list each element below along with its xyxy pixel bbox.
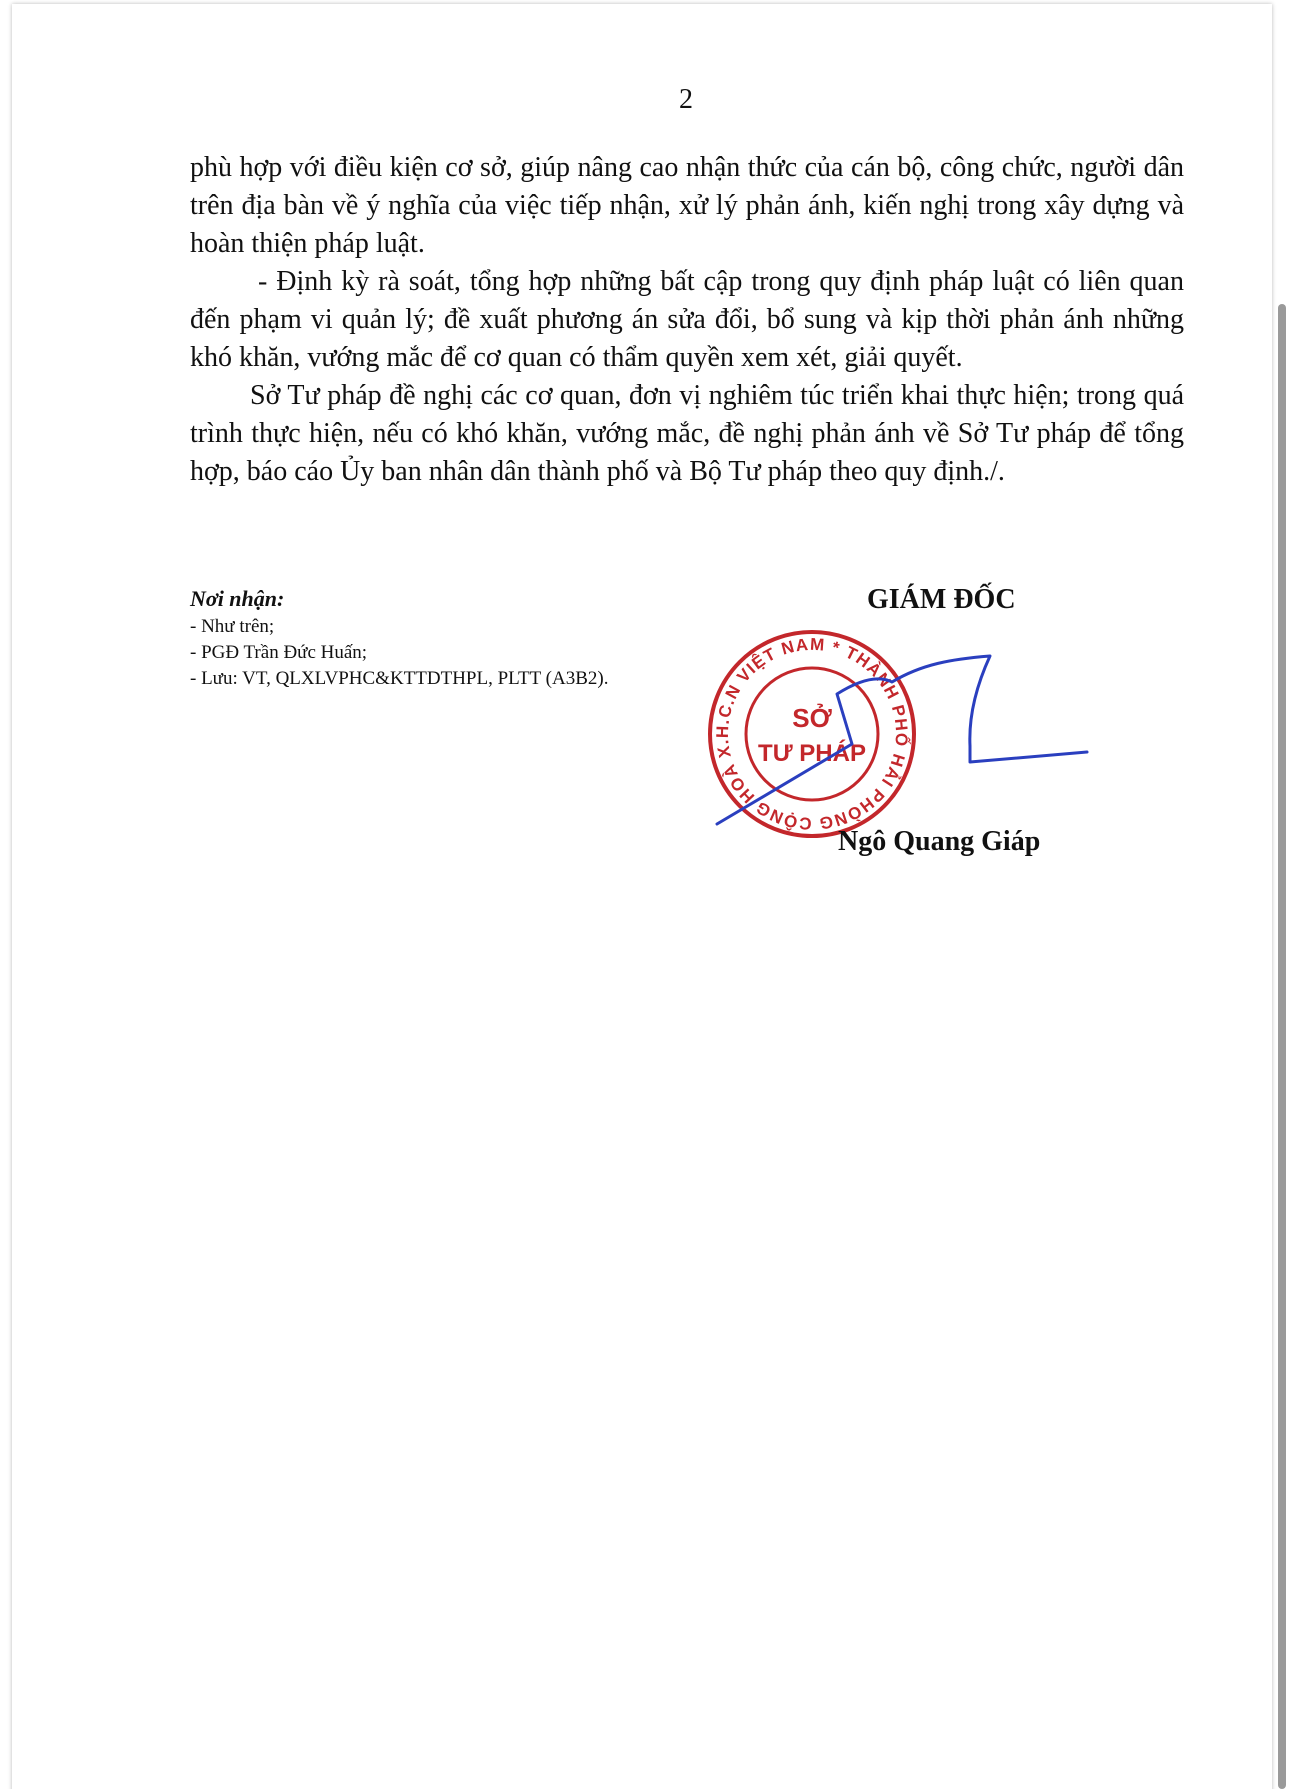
- recipients-title: Nơi nhận:: [190, 586, 285, 611]
- official-seal: [708, 619, 914, 836]
- recipients-block: [190, 584, 750, 692]
- paragraph-continuation: phù hợp với điều kiện cơ sở, giúp nâng cao nhận thức của cán bộ, công chức, người dân trên địa bàn về ý nghĩa của việc tiếp nhận, xử lý phản ánh, kiến nghị trong xây dựng và hoàn thiện pháp luật.: [190, 152, 1184, 259]
- seal-center-line-1: SỞ: [792, 703, 832, 733]
- page-number: 2: [679, 84, 693, 115]
- recipient-item: - PGĐ Trần Đức Huấn;: [190, 642, 368, 663]
- paragraph-closing: Sở Tư pháp đề nghị các cơ quan, đơn vị nghiêm túc triển khai thực hiện; trong quá trình thực hiện, nếu có khó khăn, vướng mắc, đề nghị phản ánh về Sở Tư pháp để tổng hợp, báo cáo Ủy ban nhân dân thành phố và Bộ Tư pháp theo quy định./.: [190, 380, 1184, 487]
- seal-inner-ring: [746, 668, 878, 800]
- seal-and-signature: [708, 619, 1152, 834]
- signer-name: Ngô Quang Giáp: [838, 826, 1041, 857]
- paragraph-review-item: - Định kỳ rà soát, tổng hợp những bất cập trong quy định pháp luật có liên quan đến phạm vi quản lý; đề xuất phương án sửa đổi, bổ sung và kịp thời phản ánh những khó khăn, vướng mắc để cơ quan có thẩm quyền xem xét, giải quyết.: [190, 266, 1184, 373]
- vertical-scrollbar[interactable]: [1278, 304, 1286, 1789]
- seal-ring-text: CỘNG HOÀ X.H.C.N VIỆT NAM * THÀNH PHỐ HẢI PHÒNG *: [708, 619, 912, 834]
- recipient-item: - Như trên;: [190, 616, 275, 637]
- document-body: [190, 149, 1184, 491]
- document-page: [12, 4, 1272, 1789]
- seal-outer-ring: [710, 632, 914, 836]
- signature-title: GIÁM ĐỐC: [867, 584, 1016, 615]
- recipient-item: - Lưu: VT, QLXLVPHC&KTTDTHPL, PLTT (A3B2).: [190, 668, 609, 689]
- seal-center-line-2: TƯ PHÁP: [758, 740, 866, 767]
- recipients-list: [190, 614, 750, 692]
